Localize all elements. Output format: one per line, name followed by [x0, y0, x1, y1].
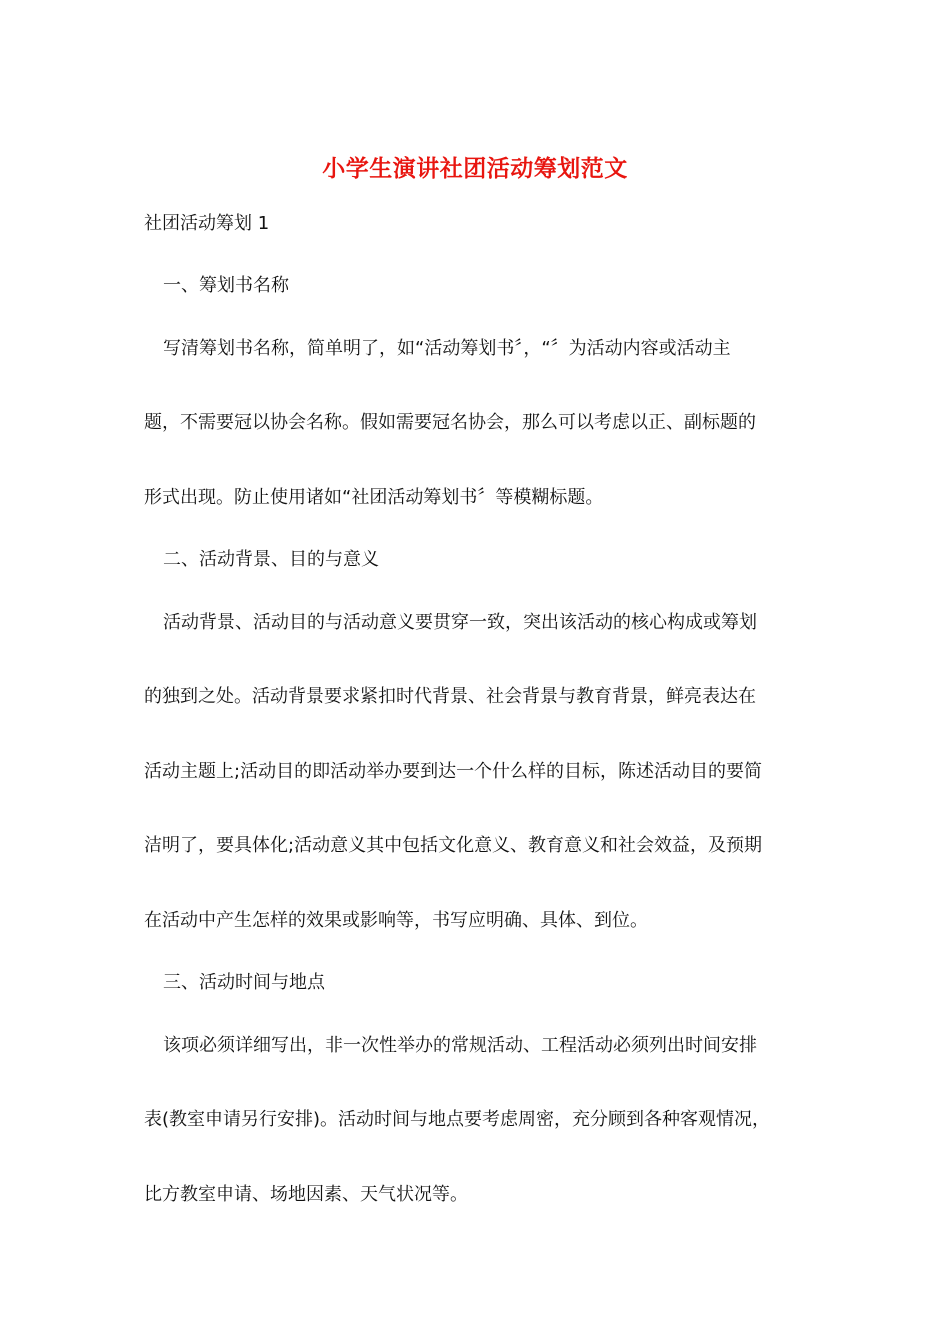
paragraph-line: 形式出现。防止使用诸如“社团活动筹划书〞等模糊标题。	[144, 487, 604, 508]
document-subtitle: 社团活动筹划 1	[144, 213, 270, 234]
paragraph-line: 的独到之处。活动背景要求紧扣时代背景、社会背景与教育背景，鲜亮表达在	[144, 686, 756, 707]
paragraph-line: 活动主题上;活动目的即活动举办要到达一个什么样的目标，陈述活动目的要简	[144, 761, 763, 782]
document-title: 小学生演讲社团活动筹划范文	[322, 155, 628, 182]
section-heading-2: 二、活动背景、目的与意义	[163, 549, 379, 570]
section-heading-1: 一、筹划书名称	[163, 275, 289, 296]
paragraph-line: 表(教室申请另行安排)。活动时间与地点要考虑周密，充分顾到各种客观情况，	[144, 1109, 771, 1130]
paragraph-line: 写清筹划书名称，简单明了，如“活动筹划书〞，“〞为活动内容或活动主	[163, 338, 731, 359]
paragraph-line: 在活动中产生怎样的效果或影响等，书写应明确、具体、到位。	[144, 910, 648, 931]
paragraph-line: 该项必须详细写出，非一次性举办的常规活动、工程活动必须列出时间安排	[163, 1035, 757, 1056]
paragraph-line: 洁明了，要具体化;活动意义其中包括文化意义、教育意义和社会效益，及预期	[144, 835, 763, 856]
section-heading-3: 三、活动时间与地点	[163, 972, 325, 993]
paragraph-line: 活动背景、活动目的与活动意义要贯穿一致，突出该活动的核心构成或筹划	[163, 612, 757, 633]
paragraph-line: 比方教室申请、场地因素、天气状况等。	[144, 1184, 468, 1205]
paragraph-line: 题，不需要冠以协会名称。假如需要冠名协会，那么可以考虑以正、副标题的	[144, 412, 756, 433]
